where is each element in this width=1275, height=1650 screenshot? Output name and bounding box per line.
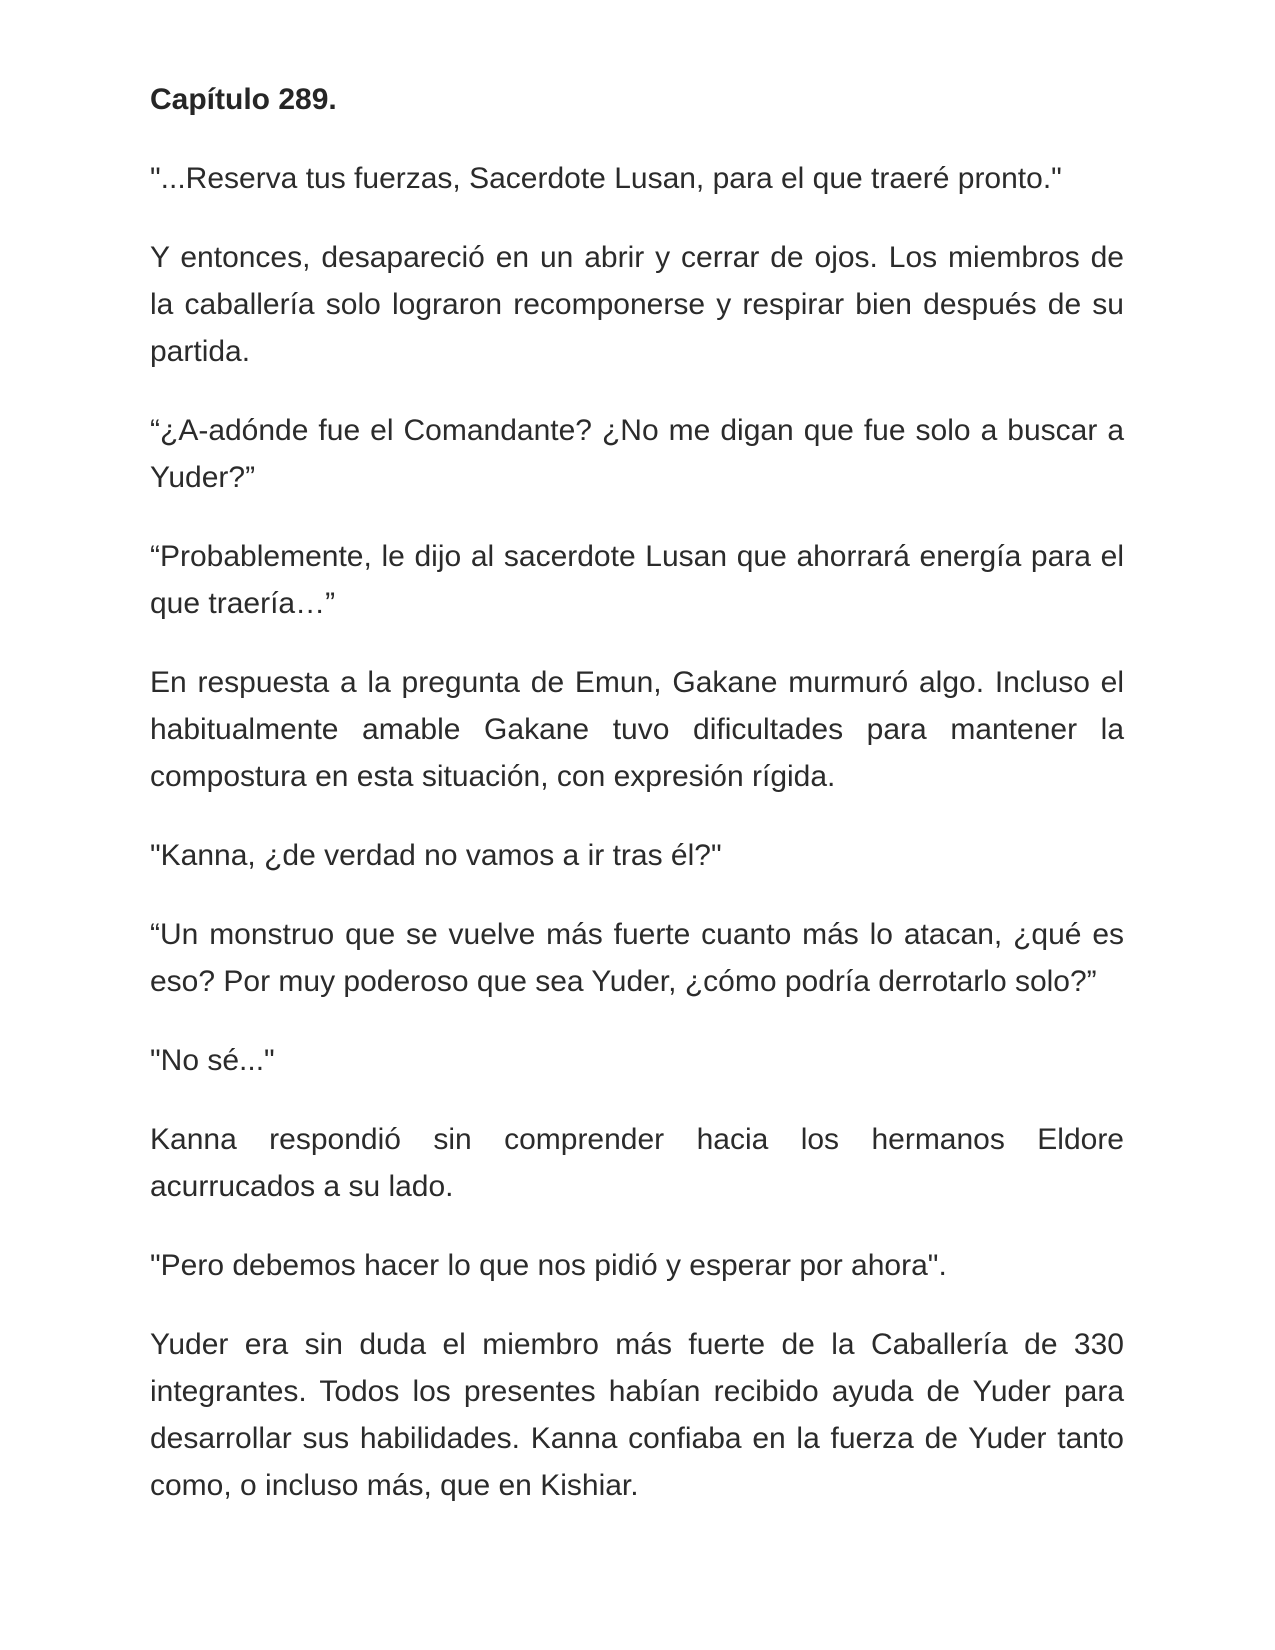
paragraph-2: Y entonces, desapareció en un abrir y cerrar de ojos. Los miembros de la caballería solo lograron recomponerse y respirar bien después de su partida. — [150, 241, 1124, 368]
paragraph-10: "Pero debemos hacer lo que nos pidió y esperar por ahora". — [150, 1249, 947, 1282]
paragraph-6: "Kanna, ¿de verdad no vamos a ir tras él?" — [150, 839, 722, 872]
paragraph-7: “Un monstruo que se vuelve más fuerte cuanto más lo atacan, ¿qué es eso? Por muy poderoso que sea Yuder, ¿cómo podría derrotarlo solo?” — [150, 918, 1124, 998]
chapter-title: Capítulo 289. — [150, 83, 337, 116]
paragraph-1: "...Reserva tus fuerzas, Sacerdote Lusan, para el que traeré pronto." — [150, 162, 1062, 195]
paragraph-9: Kanna respondió sin comprender hacia los hermanos Eldore acurrucados a su lado. — [150, 1123, 1124, 1203]
paragraph-3: “¿A-adónde fue el Comandante? ¿No me digan que fue solo a buscar a Yuder?” — [150, 414, 1124, 494]
paragraph-5: En respuesta a la pregunta de Emun, Gakane murmuró algo. Incluso el habitualmente amable Gakane tuvo dificultades para mantener la compostura en esta situación, con expresión rígida. — [150, 666, 1124, 793]
paragraph-8: "No sé..." — [150, 1044, 275, 1077]
paragraph-4: “Probablemente, le dijo al sacerdote Lusan que ahorrará energía para el que traería…” — [150, 540, 1124, 620]
paragraph-11: Yuder era sin duda el miembro más fuerte de la Caballería de 330 integrantes. Todos los presentes habían recibido ayuda de Yuder para desarrollar sus habilidades. Kanna confiaba en la fuerza de Yuder tanto como, o incluso más, que en Kishiar. — [150, 1328, 1124, 1502]
document-page — [150, 76, 1124, 1541]
